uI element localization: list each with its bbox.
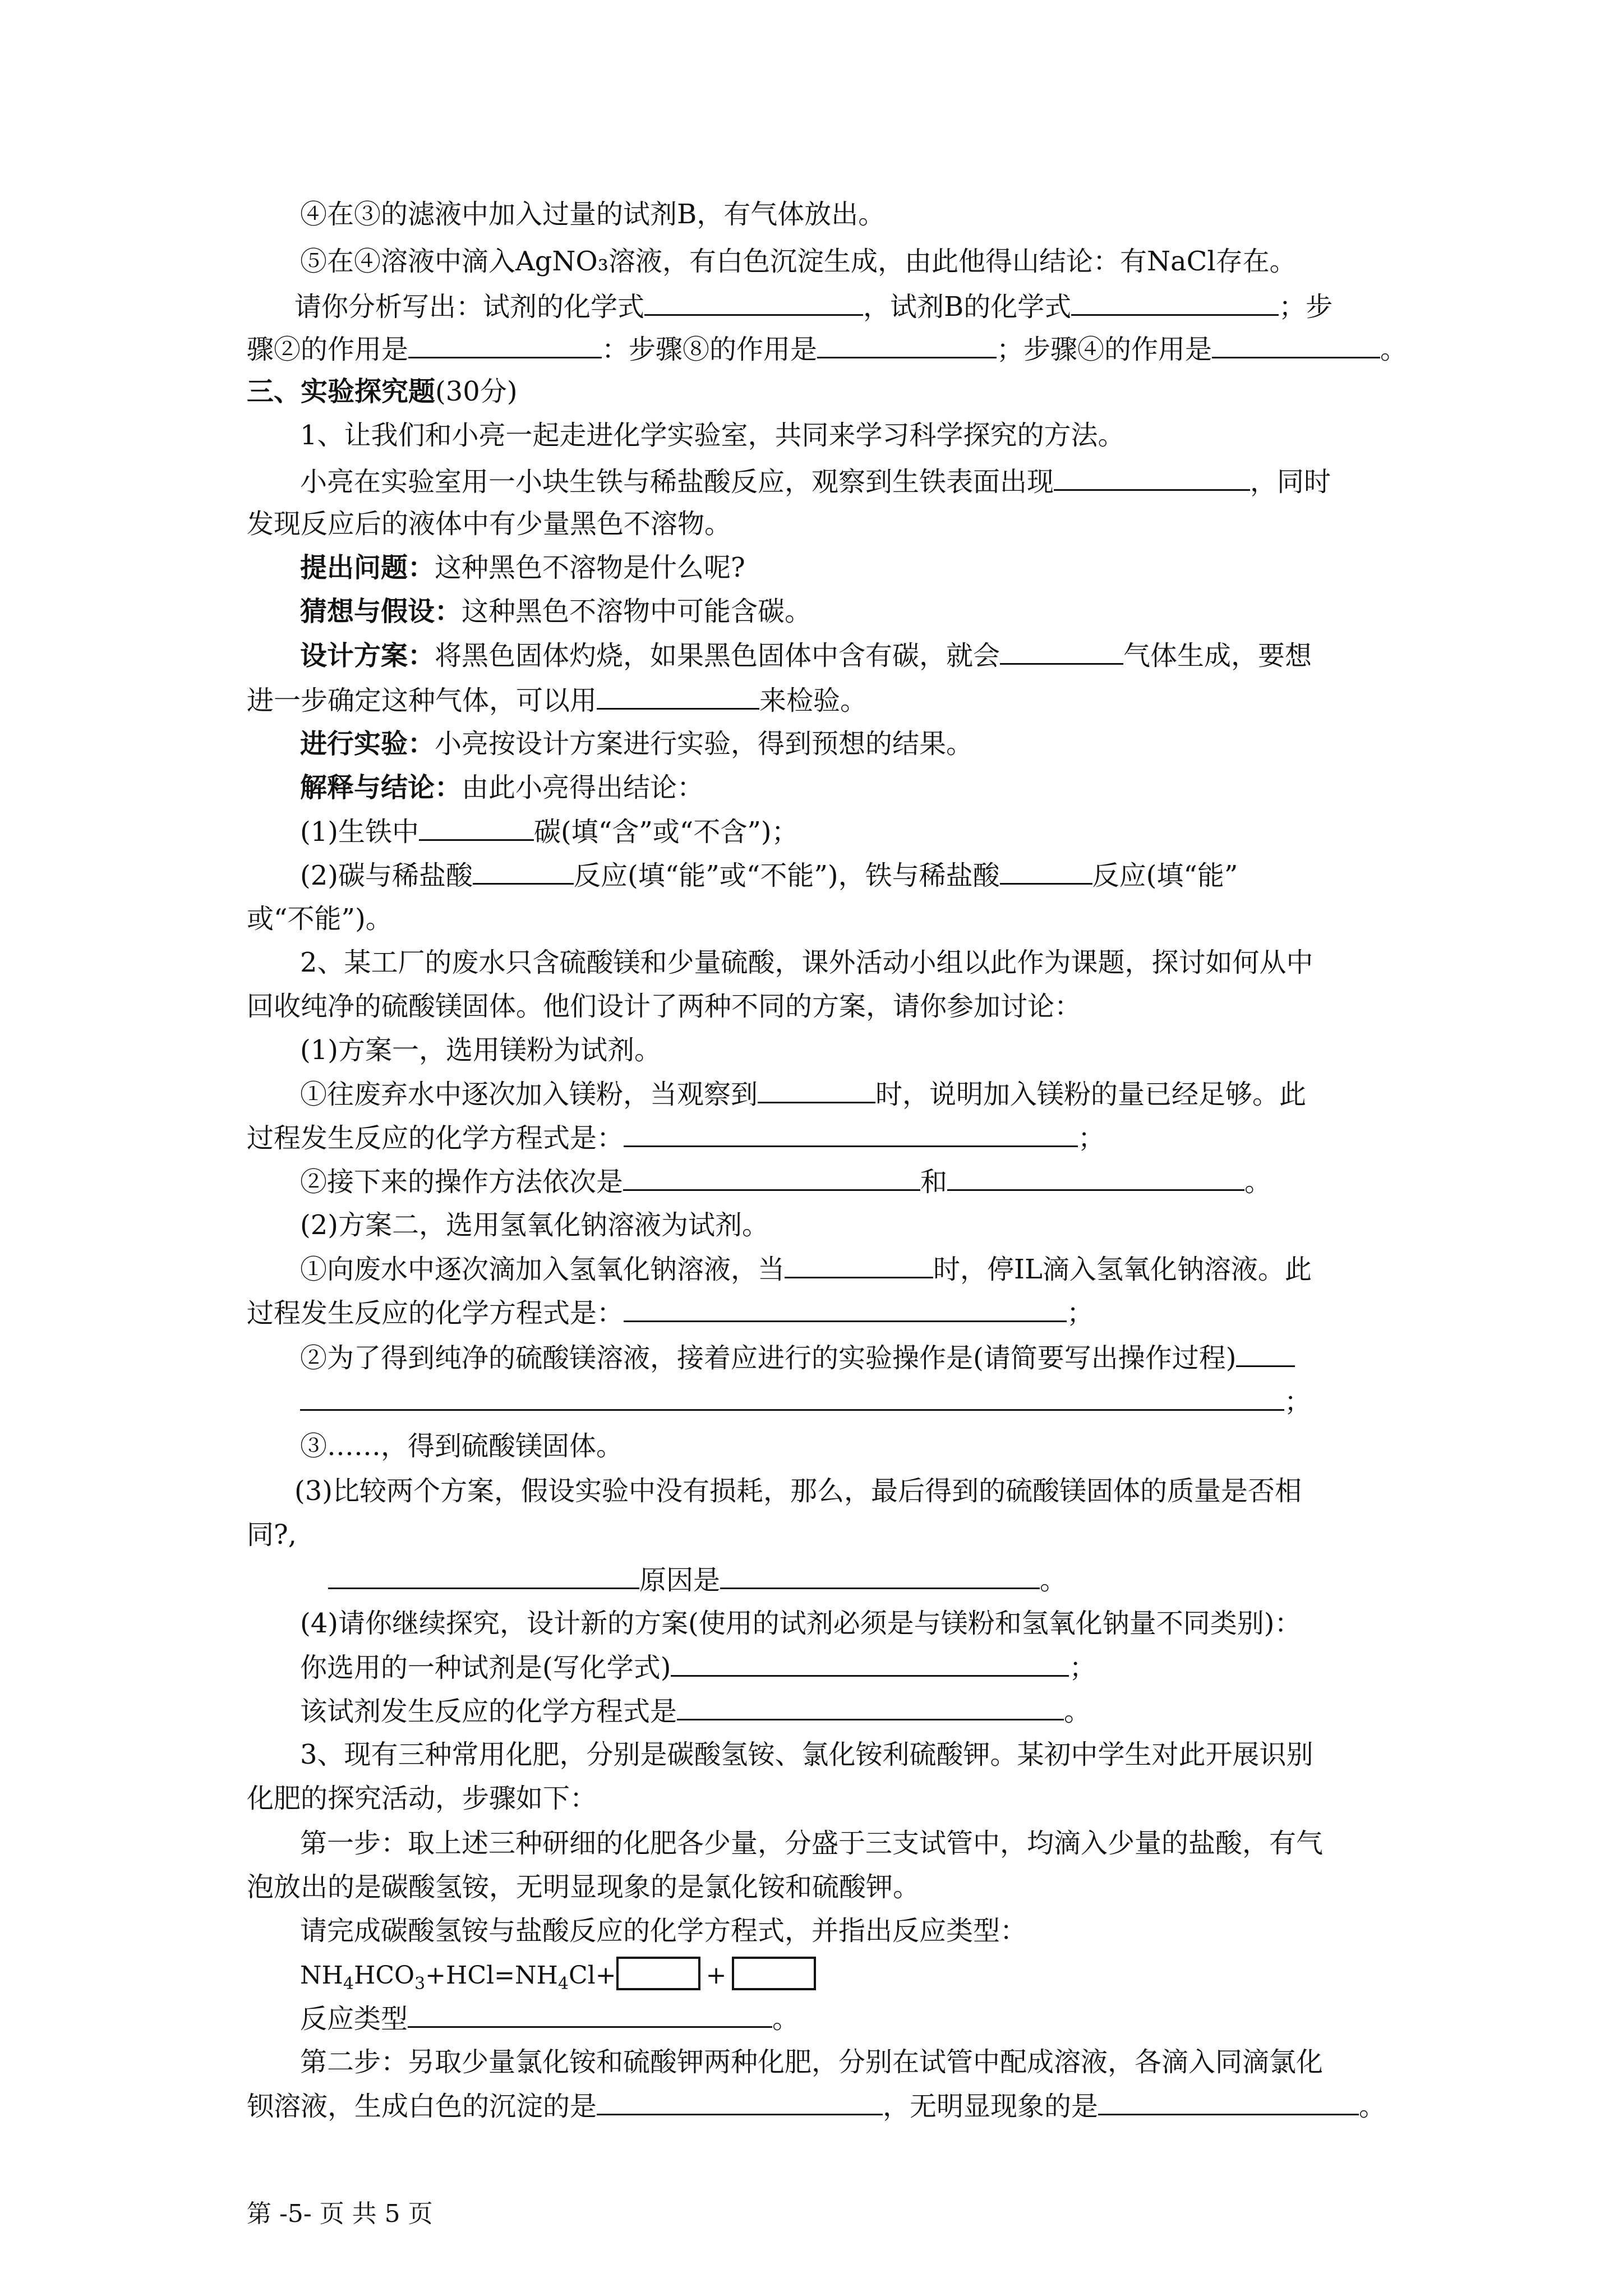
p3-step1-line2: 泡放出的是碳酸氢铵，无明显现象的是氯化铵和硫酸钾。: [247, 1871, 920, 1903]
p2-compare-answer: 原因是 。: [328, 1562, 1067, 1598]
p2-scheme1-equation: 过程发生反应的化学方程式是： ；: [247, 1120, 1105, 1156]
p1-conclusion-2: (2)碳与稀盐酸 反应(填“能”或“不能”)，铁与稀盐酸 反应(填“能”: [300, 857, 1238, 894]
p3-step1-prompt: 请完成碳酸氢铵与盐酸反应的化学方程式，并指出反应类型：: [300, 1915, 1027, 1947]
answer-blank[interactable]: [644, 288, 863, 316]
p2-intro-line2: 回收纯净的硫酸镁固体。他们设计了两种不同的方案，请你参加讨论：: [247, 991, 1082, 1022]
page-footer: 第 -5- 页 共 5 页: [247, 2200, 433, 2228]
p2-compare-line2: 同?,: [247, 1519, 297, 1550]
p1-experiment: 进行实验：小亮按设计方案进行实验，得到预想的结果。: [300, 728, 974, 760]
answer-blank[interactable]: [677, 1693, 1064, 1720]
p2-scheme2: (2)方案二，选用氢氧化钠溶液为试剂。: [300, 1209, 769, 1241]
p2-intro-line1: 2、某工厂的废水只含硫酸镁和少量硫酸，课外活动小组以此作为课题，探讨如何从中: [300, 947, 1313, 978]
p1-conclusion-2-cont: 或“不能”)。: [247, 903, 393, 935]
q2-ask-line1: 请你分析写出：试剂的化学式 ，试剂B的化学式 ；步: [294, 288, 1332, 325]
p2-compare-line1: (3)比较两个方案，假设实验中没有损耗，那么，最后得到的硫酸镁固体的质量是否相: [294, 1475, 1302, 1507]
p3-step2-line2: 钡溶液，生成白色的沉淀的是 ，无明显现象的是 。: [247, 2088, 1386, 2124]
answer-blank[interactable]: [408, 2000, 772, 2028]
answer-blank[interactable]: [300, 1383, 1284, 1411]
answer-blank[interactable]: [328, 1562, 639, 1589]
q2-step5: ⑤在④溶液中滴入AgNO₃溶液，有白色沉淀生成，由此他得山结论：有NaCl存在。: [300, 246, 1297, 277]
p2-scheme1: (1)方案一，选用镁粉为试剂。: [300, 1034, 661, 1066]
answer-blank[interactable]: [1071, 288, 1279, 316]
answer-blank[interactable]: [1098, 2088, 1359, 2115]
answer-blank[interactable]: [817, 331, 997, 358]
answer-blank[interactable]: [785, 1251, 933, 1278]
answer-blank[interactable]: [408, 331, 602, 358]
p1-question: 提出问题：这种黑色不溶物是什么呢?: [300, 552, 745, 583]
answer-blank[interactable]: [947, 1163, 1244, 1191]
answer-blank[interactable]: [623, 1163, 920, 1191]
p1-intro: 1、让我们和小亮一起走进化学实验室，共同来学习科学探究的方法。: [300, 420, 1125, 451]
answer-blank[interactable]: [1000, 857, 1092, 885]
p3-step1-line1: 第一步：取上述三种研细的化肥各少量，分盛于三支试管中，均滴入少量的盐酸，有气: [300, 1828, 1324, 1859]
answer-blank[interactable]: [1054, 463, 1250, 491]
section-heading: 三、实验探究题(30分): [247, 376, 518, 407]
answer-blank[interactable]: [597, 2088, 883, 2115]
p1-obs-line2: 发现反应后的液体中有少量黑色不溶物。: [247, 508, 732, 540]
p3-step2-line1: 第二步：另取少量氯化铵和硫酸钾两种化肥，分别在试管中配成溶液，各滴入同滴氯化: [300, 2046, 1324, 2078]
p2-new-equation: 该试剂发生反应的化学方程式是 。: [300, 1693, 1091, 1729]
answer-blank[interactable]: [720, 1562, 1040, 1589]
answer-blank[interactable]: [758, 1076, 875, 1103]
product-box[interactable]: [616, 1957, 700, 1990]
answer-blank[interactable]: [1236, 1340, 1295, 1367]
q2-step4: ④在③的滤液中加入过量的试剂B，有气体放出。: [300, 199, 886, 230]
answer-blank[interactable]: [624, 1295, 1067, 1322]
p1-conclusion-1: (1)生铁中 碳(填“含”或“不含”)；: [300, 813, 799, 850]
p2-scheme1-step2: ②接下来的操作方法依次是 和 。: [300, 1163, 1271, 1200]
answer-blank[interactable]: [1212, 331, 1380, 358]
answer-blank[interactable]: [473, 857, 574, 885]
p2-scheme2-step1: ①向废水中逐次滴加入氢氧化钠溶液，当 时，停IL滴入氢氧化钠溶液。此: [300, 1251, 1312, 1287]
p1-hypothesis: 猜想与假设：这种黑色不溶物中可能含碳。: [300, 596, 812, 627]
p3-intro-line1: 3、现有三种常用化肥，分别是碳酸氢铵、氯化铵利硫酸钾。某初中学生对此开展识别: [300, 1739, 1313, 1770]
q2-ask-line2: 骤②的作用是 ：步骤⑧的作用是 ；步骤④的作用是 。: [247, 331, 1407, 367]
p1-obs-line1: 小亮在实验室用一小块生铁与稀盐酸反应，观察到生铁表面出现 ，同时: [300, 463, 1331, 500]
p2-new-reagent: 你选用的一种试剂是(写化学式) ；: [300, 1649, 1096, 1686]
p2-scheme2-step3: ③……，得到硫酸镁固体。: [300, 1430, 624, 1462]
p2-scheme2-step2: ②为了得到纯净的硫酸镁溶液，接着应进行的实验操作是(请简要写出操作过程): [300, 1340, 1295, 1376]
answer-blank[interactable]: [419, 813, 534, 841]
p3-intro-line2: 化肥的探究活动，步骤如下：: [247, 1783, 597, 1814]
product-box[interactable]: [732, 1957, 816, 1990]
p1-conclusion: 解释与结论：由此小亮得出结论：: [300, 772, 704, 803]
p1-design-line1: 设计方案：将黑色固体灼烧，如果黑色固体中含有碳，就会 气体生成，要想: [300, 637, 1312, 674]
answer-blank[interactable]: [624, 1120, 1078, 1147]
p1-design-line2: 进一步确定这种气体，可以用 来检验。: [247, 682, 867, 719]
p2-new-scheme: (4)请你继续探究，设计新的方案(使用的试剂必须是与镁粉和氢氧化钠量不同类别)：: [300, 1608, 1302, 1639]
answer-blank[interactable]: [597, 682, 759, 710]
p2-scheme1-step1: ①往废弃水中逐次加入镁粉，当观察到 时，说明加入镁粉的量已经足够。此: [300, 1076, 1306, 1112]
p2-scheme2-step2-cont: ；: [300, 1383, 1311, 1420]
p2-scheme2-equation: 过程发生反应的化学方程式是： ；: [247, 1295, 1094, 1331]
answer-blank[interactable]: [1000, 637, 1123, 665]
p3-equation: $NH_4HCO_3+HCl=NH_4Cl+$ +: [300, 1957, 816, 1994]
answer-blank[interactable]: [671, 1649, 1069, 1677]
p3-reaction-type: 反应类型 。: [300, 2000, 799, 2037]
